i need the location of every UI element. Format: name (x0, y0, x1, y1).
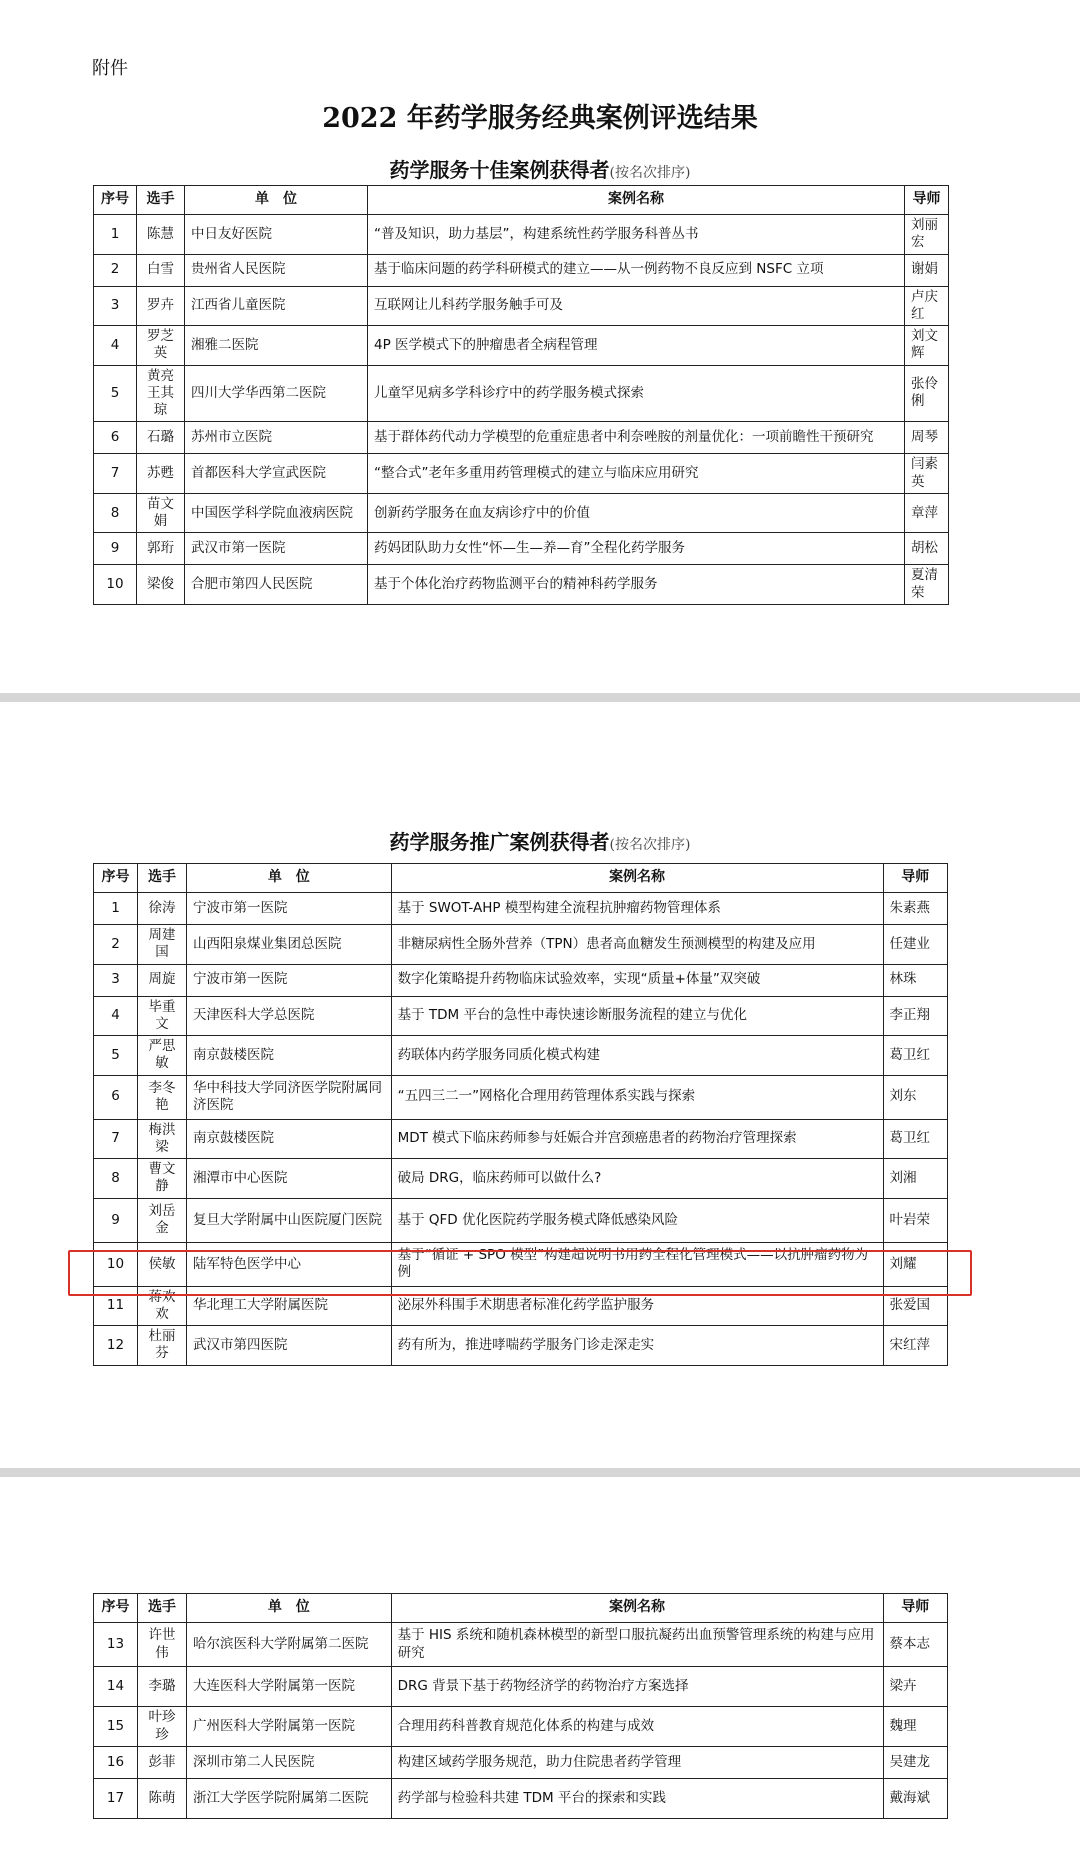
highlight-box (68, 1250, 972, 1296)
cell-unit: 复旦大学附属中山医院厦门医院 (187, 1198, 392, 1242)
cell-case: 儿童罕见病多学科诊疗中的药学服务模式探索 (368, 365, 905, 422)
attachment-label: 附件 (92, 58, 128, 79)
cell-case: DRG 背景下基于药物经济学的药物治疗方案选择 (391, 1667, 883, 1707)
header-mentor: 导师 (883, 864, 947, 893)
cell-no: 12 (94, 1326, 138, 1366)
cell-mentor: 蔡本志 (883, 1623, 947, 1667)
cell-unit: 湘潭市中心医院 (187, 1159, 392, 1199)
cell-unit: 中日友好医院 (185, 215, 368, 255)
cell-mentor: 张爱国 (883, 1286, 947, 1326)
cell-mentor: 朱素燕 (883, 893, 947, 925)
cell-player: 刘岳金 (137, 1198, 186, 1242)
cell-case: “普及知识，助力基层”，构建系统性药学服务科普丛书 (368, 215, 905, 255)
cell-mentor: 戴海斌 (883, 1779, 947, 1819)
cell-case: 非糖尿病性全肠外营养（TPN）患者高血糖发生预测模型的构建及应用 (391, 925, 883, 965)
cell-player: 石璐 (137, 422, 185, 454)
cell-unit: 哈尔滨医科大学附属第二医院 (187, 1623, 392, 1667)
table-row (94, 893, 948, 925)
cell-mentor: 李正翔 (883, 996, 947, 1036)
cell-unit: 宁波市第一医院 (187, 964, 392, 996)
header-no: 序号 (94, 186, 137, 215)
cell-no: 6 (94, 422, 137, 454)
cell-case: “整合式”老年多重用药管理模式的建立与临床应用研究 (368, 454, 905, 494)
cell-mentor: 周琴 (905, 422, 949, 454)
cell-player: 徐涛 (137, 893, 186, 925)
cell-player: 周旋 (137, 964, 186, 996)
cell-no: 7 (94, 1119, 138, 1159)
header-player: 选手 (137, 864, 186, 893)
header-mentor: 导师 (905, 186, 949, 215)
cell-unit: 中国医学科学院血液病医院 (185, 493, 368, 533)
cell-mentor: 刘文辉 (905, 326, 949, 366)
page-1 (0, 0, 1080, 693)
cell-mentor: 刘耀 (883, 1242, 947, 1286)
section-2-title-text: 药学服务推广案例获得者 (389, 830, 610, 854)
table-row (94, 454, 949, 494)
cell-no: 14 (94, 1667, 138, 1707)
cell-unit: 武汉市第四医院 (187, 1326, 392, 1366)
cell-player: 曹文静 (137, 1159, 186, 1199)
promotion-table-continued (93, 1593, 948, 1819)
header-case: 案例名称 (368, 186, 905, 215)
cell-unit: 四川大学华西第二医院 (185, 365, 368, 422)
cell-player: 苏甦 (137, 454, 185, 494)
cell-case: 合理用药科普教育规范化体系的构建与成效 (391, 1707, 883, 1747)
cell-player: 苗文娟 (137, 493, 185, 533)
header-unit: 单 位 (187, 864, 392, 893)
cell-mentor: 梁卉 (883, 1667, 947, 1707)
cell-player: 梁俊 (137, 565, 185, 605)
cell-unit: 湘雅二医院 (185, 326, 368, 366)
cell-no: 17 (94, 1779, 138, 1819)
table-row (94, 422, 949, 454)
cell-mentor: 谢娟 (905, 254, 949, 286)
cell-no: 4 (94, 326, 137, 366)
cell-mentor: 林珠 (883, 964, 947, 996)
cell-case: 基于 QFD 优化医院药学服务模式降低感染风险 (391, 1198, 883, 1242)
cell-mentor: 刘湘 (883, 1159, 947, 1199)
cell-mentor: 夏清荣 (905, 565, 949, 605)
table-row (94, 1198, 948, 1242)
table-row (94, 565, 949, 605)
cell-no: 9 (94, 1198, 138, 1242)
cell-case: 基于 SWOT-AHP 模型构建全流程抗肿瘤药物管理体系 (391, 893, 883, 925)
cell-unit: 南京鼓楼医院 (187, 1036, 392, 1076)
table-row (94, 493, 949, 533)
cell-player: 彭菲 (137, 1747, 186, 1779)
cell-unit: 大连医科大学附属第一医院 (187, 1667, 392, 1707)
cell-case: 基于个体化治疗药物监测平台的精神科药学服务 (368, 565, 905, 605)
table-row (94, 996, 948, 1036)
top-ten-table (93, 185, 949, 605)
cell-unit: 宁波市第一医院 (187, 893, 392, 925)
cell-case: MDT 模式下临床药师参与妊娠合并宫颈癌患者的药物治疗管理探索 (391, 1119, 883, 1159)
cell-case: 基于群体药代动力学模型的危重症患者中利奈唑胺的剂量优化：一项前瞻性干预研究 (368, 422, 905, 454)
page-separator (0, 1468, 1080, 1477)
cell-unit: 山西阳泉煤业集团总医院 (187, 925, 392, 965)
cell-case: 基于 TDM 平台的急性中毒快速诊断服务流程的建立与优化 (391, 996, 883, 1036)
table-row (94, 1119, 948, 1159)
cell-mentor: 刘东 (883, 1075, 947, 1119)
cell-player: 杜丽芬 (137, 1326, 186, 1366)
cell-no: 13 (94, 1623, 138, 1667)
table-row (94, 533, 949, 565)
cell-mentor: 宋红萍 (883, 1326, 947, 1366)
cell-player: 罗卉 (137, 286, 185, 326)
cell-no: 10 (94, 1242, 138, 1286)
table-row (94, 1326, 948, 1366)
section-2-title (0, 826, 1080, 855)
cell-unit: 天津医科大学总医院 (187, 996, 392, 1036)
cell-case: 基于临床问题的药学科研模式的建立——从一例药物不良反应到 NSFC 立项 (368, 254, 905, 286)
header-mentor: 导师 (883, 1594, 947, 1623)
section-2-note: (按名次排序) (609, 837, 691, 853)
cell-case: 互联网让儿科药学服务触手可及 (368, 286, 905, 326)
cell-no: 8 (94, 493, 137, 533)
header-no: 序号 (94, 1594, 138, 1623)
cell-case: 药有所为，推进哮喘药学服务门诊走深走实 (391, 1326, 883, 1366)
cell-case: 泌尿外科围手术期患者标准化药学监护服务 (391, 1286, 883, 1326)
cell-no: 3 (94, 286, 137, 326)
table-row (94, 1075, 948, 1119)
table-row (94, 1779, 948, 1819)
cell-mentor: 刘丽宏 (905, 215, 949, 255)
cell-case: 药学部与检验科共建 TDM 平台的探索和实践 (391, 1779, 883, 1819)
cell-case: 基于 HIS 系统和随机森林模型的新型口服抗凝药出血预警管理系统的构建与应用研究 (391, 1623, 883, 1667)
table-row (94, 215, 949, 255)
cell-no: 5 (94, 1036, 138, 1076)
cell-player: 李璐 (137, 1667, 186, 1707)
table-row (94, 286, 949, 326)
cell-unit: 华中科技大学同济医学院附属同济医院 (187, 1075, 392, 1119)
cell-case: 药联体内药学服务同质化模式构建 (391, 1036, 883, 1076)
cell-case: 创新药学服务在血友病诊疗中的价值 (368, 493, 905, 533)
cell-no: 2 (94, 254, 137, 286)
cell-player: 郭珩 (137, 533, 185, 565)
cell-case: 构建区域药学服务规范，助力住院患者药学管理 (391, 1747, 883, 1779)
header-player: 选手 (137, 186, 185, 215)
table-row (94, 1667, 948, 1707)
header-unit: 单 位 (187, 1594, 392, 1623)
cell-unit: 首都医科大学宣武医院 (185, 454, 368, 494)
header-player: 选手 (137, 1594, 186, 1623)
cell-mentor: 叶岩荣 (883, 1198, 947, 1242)
cell-no: 7 (94, 454, 137, 494)
cell-mentor: 张伶俐 (905, 365, 949, 422)
cell-player: 许世伟 (137, 1623, 186, 1667)
cell-mentor: 任建业 (883, 925, 947, 965)
cell-unit: 深圳市第二人民医院 (187, 1747, 392, 1779)
header-case: 案例名称 (391, 864, 883, 893)
table-row (94, 1159, 948, 1199)
cell-player: 严思敏 (137, 1036, 186, 1076)
cell-player: 李冬艳 (137, 1075, 186, 1119)
cell-no: 8 (94, 1159, 138, 1199)
cell-player: 周建国 (137, 925, 186, 965)
cell-unit: 浙江大学医学院附属第二医院 (187, 1779, 392, 1819)
table-row (94, 365, 949, 422)
cell-no: 3 (94, 964, 138, 996)
cell-player: 陈萌 (137, 1779, 186, 1819)
cell-unit: 贵州省人民医院 (185, 254, 368, 286)
cell-mentor: 章萍 (905, 493, 949, 533)
cell-player: 黄亮 王其琼 (137, 365, 185, 422)
table-header-row (94, 1594, 948, 1623)
table-row (94, 1623, 948, 1667)
cell-no: 5 (94, 365, 137, 422)
cell-unit: 合肥市第四人民医院 (185, 565, 368, 605)
table-row (94, 964, 948, 996)
page-title: 2022 年药学服务经典案例评选结果 (322, 103, 758, 134)
cell-case: “五四三二一”网格化合理用药管理体系实践与探索 (391, 1075, 883, 1119)
cell-player: 叶珍珍 (137, 1707, 186, 1747)
cell-unit: 南京鼓楼医院 (187, 1119, 392, 1159)
cell-no: 10 (94, 565, 137, 605)
cell-case: 4P 医学模式下的肿瘤患者全病程管理 (368, 326, 905, 366)
cell-case: 数字化策略提升药物临床试验效率，实现“质量+体量”双突破 (391, 964, 883, 996)
cell-player: 毕重文 (137, 996, 186, 1036)
cell-unit: 华北理工大学附属医院 (187, 1286, 392, 1326)
cell-player: 侯敏 (137, 1242, 186, 1286)
section-1-title (0, 154, 1080, 183)
table-row (94, 1036, 948, 1076)
cell-unit: 武汉市第一医院 (185, 533, 368, 565)
cell-case: 破局 DRG，临床药师可以做什么? (391, 1159, 883, 1199)
header-no: 序号 (94, 864, 138, 893)
cell-player: 白雪 (137, 254, 185, 286)
cell-mentor: 吴建龙 (883, 1747, 947, 1779)
cell-player: 陈慧 (137, 215, 185, 255)
cell-unit: 陆军特色医学中心 (187, 1242, 392, 1286)
cell-case: 基于“循证 + SPO 模型”构建超说明书用药全程化管理模式——以抗肿瘤药物为例 (391, 1242, 883, 1286)
table-row (94, 326, 949, 366)
cell-player: 梅洪梁 (137, 1119, 186, 1159)
cell-no: 16 (94, 1747, 138, 1779)
cell-player: 蒋欢欢 (137, 1286, 186, 1326)
table-header-row (94, 186, 949, 215)
cell-mentor: 葛卫红 (883, 1036, 947, 1076)
table-row (94, 925, 948, 965)
cell-no: 1 (94, 215, 137, 255)
table-row (94, 254, 949, 286)
cell-mentor: 闫素英 (905, 454, 949, 494)
cell-no: 2 (94, 925, 138, 965)
cell-no: 9 (94, 533, 137, 565)
header-case: 案例名称 (391, 1594, 883, 1623)
table-row (94, 1707, 948, 1747)
header-unit: 单 位 (185, 186, 368, 215)
cell-mentor: 葛卫红 (883, 1119, 947, 1159)
table-header-row (94, 864, 948, 893)
cell-no: 1 (94, 893, 138, 925)
cell-mentor: 卢庆红 (905, 286, 949, 326)
cell-mentor: 魏理 (883, 1707, 947, 1747)
cell-no: 6 (94, 1075, 138, 1119)
page-separator (0, 693, 1080, 702)
cell-mentor: 胡松 (905, 533, 949, 565)
cell-unit: 江西省儿童医院 (185, 286, 368, 326)
cell-no: 4 (94, 996, 138, 1036)
cell-no: 11 (94, 1286, 138, 1326)
table-row (94, 1747, 948, 1779)
cell-case: 药妈团队助力女性“怀—生—养—育”全程化药学服务 (368, 533, 905, 565)
section-1-note: (按名次排序) (609, 165, 691, 181)
cell-player: 罗芝英 (137, 326, 185, 366)
cell-unit: 广州医科大学附属第一医院 (187, 1707, 392, 1747)
cell-no: 15 (94, 1707, 138, 1747)
section-1-title-text: 药学服务十佳案例获得者 (389, 158, 610, 182)
cell-unit: 苏州市立医院 (185, 422, 368, 454)
